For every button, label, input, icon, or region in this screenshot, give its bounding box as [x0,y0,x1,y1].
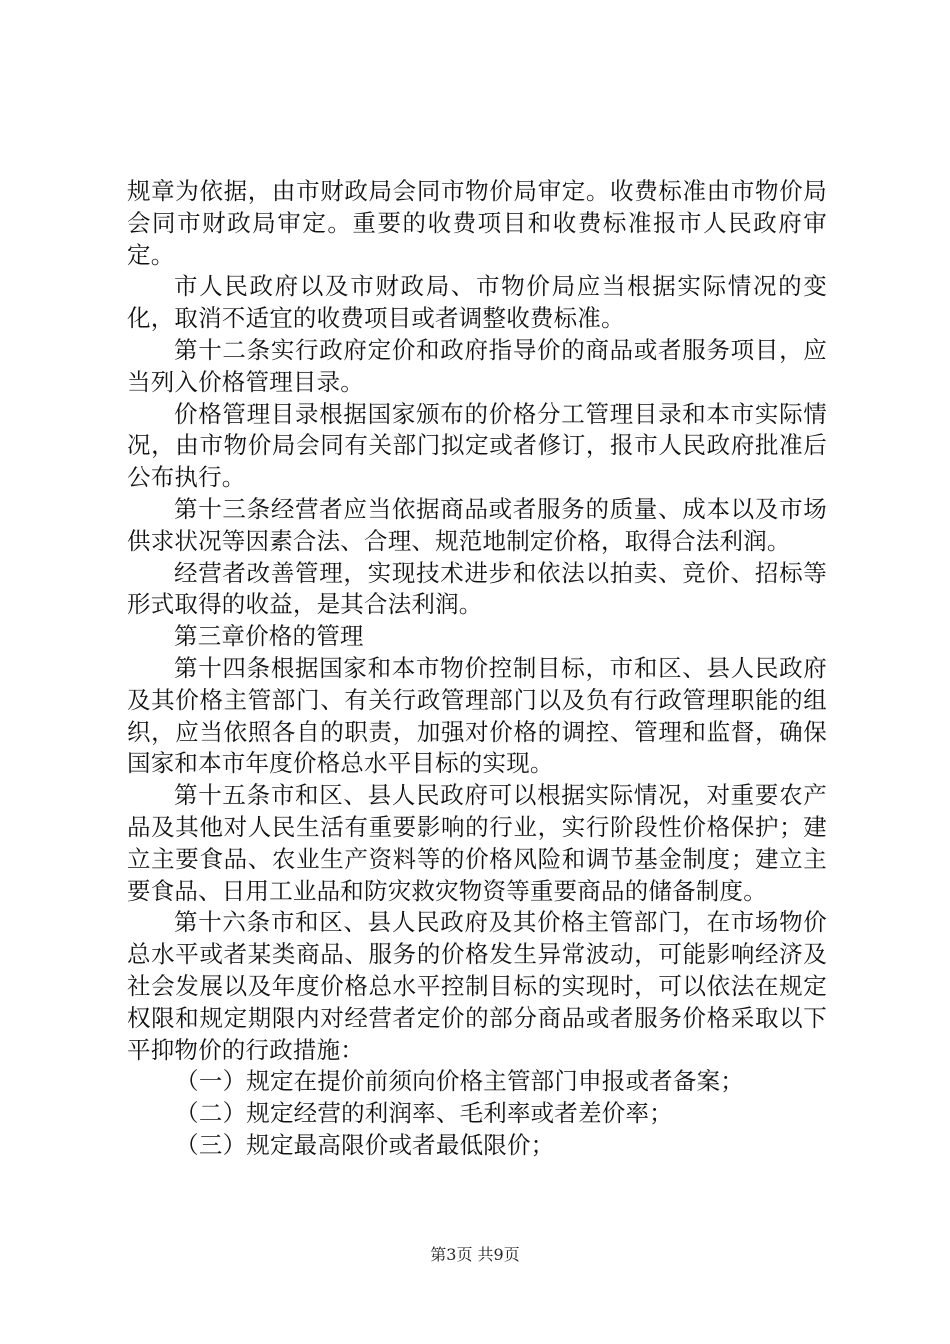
page-number-footer: 第3页 共9页 [430,1245,520,1264]
article-13: 第十三条经营者应当依据商品或者服务的质量、成本以及市场供求状况等因素合法、合理、规范地制定价格，取得合法利润。 [127,494,827,555]
chapter-heading: 第三章价格的管理 [174,622,364,651]
paragraph: 价格管理目录根据国家颁布的价格分工管理目录和本市实际情况，由市物价局会同有关部门拟定或者修订，报市人民政府批准后公布执行。 [127,399,827,492]
article-16: 第十六条市和区、县人民政府及其价格主管部门，在市场物价总水平或者某类商品、服务的价格发生异常波动，可能影响经济及社会发展以及年度价格总水平控制目标的实现时，可以依法在规定权限和规定期限内对经营者定价的部分商品或者服务价格采取以下平抑物价的行政措施： [127,908,827,1064]
list-item: （二）规定经营的利润率、毛利率或者差价率； [175,1099,673,1128]
paragraph: 市人民政府以及市财政局、市物价局应当根据实际情况的变化，取消不适宜的收费项目或者调整收费标准。 [127,272,827,333]
list-item: （三）规定最高限价或者最低限价； [175,1130,555,1159]
list-item: （一）规定在提价前须向价格主管部门申报或者备案； [175,1067,744,1096]
document-body [127,176,827,1162]
article-12: 第十二条实行政府定价和政府指导价的商品或者服务项目，应当列入价格管理目录。 [127,335,827,396]
paragraph-continuation: 规章为依据，由市财政局会同市物价局审定。收费标准由市物价局会同市财政局审定。重要的收费项目和收费标准报市人民政府审定。 [127,177,827,269]
article-14: 第十四条根据国家和本市物价控制目标，市和区、县人民政府及其价格主管部门、有关行政管理部门以及负有行政管理职能的组织，应当依照各自的职责，加强对价格的调控、管理和监督，确保国家和本市年度价格总水平目标的实现。 [127,653,827,778]
article-15: 第十五条市和区、县人民政府可以根据实际情况，对重要农产品及其他对人民生活有重要影响的行业，实行阶段性价格保护；建立主要食品、农业生产资料等的价格风险和调节基金制度；建立主要食品、日用工业品和防灾救灾物资等重要商品的储备制度。 [127,781,827,905]
paragraph: 经营者改善管理，实现技术进步和依法以拍卖、竞价、招标等形式取得的收益，是其合法利润。 [127,558,827,619]
